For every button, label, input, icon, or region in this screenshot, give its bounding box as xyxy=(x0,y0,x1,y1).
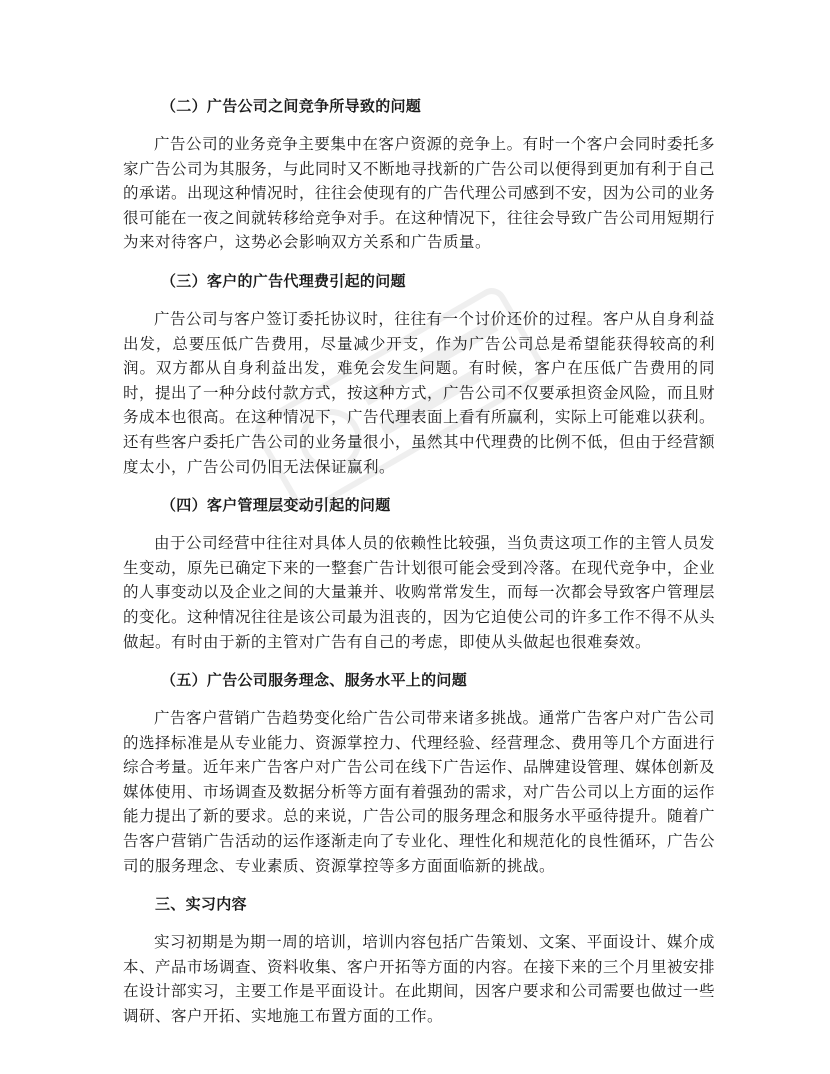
section-heading-5: （五）广告公司服务理念、服务水平上的问题 xyxy=(161,671,468,690)
section-heading-4: （四）客户管理层变动引起的问题 xyxy=(161,496,391,515)
section-paragraph-4: 由于公司经营中往往对具体人员的依赖性比较强，当负责这项工作的主管人员发生变动，原先已确定下来的一整套广告计划很可能会受到冷落。在现代竞争中，企业的人事变动以及企业之间的大量兼并、收购常常发生，而每一次都会导致客户管理层的变化。这种情况往往是该公司最为沮丧的，因为它迫使公司的许多工作不得不从头做起。有时由于新的主管对广告有自己的考虑，即使从头做起也很难奏效。 xyxy=(123,534,716,651)
section-paragraph-3: 广告公司与客户签订委托协议时，往往有一个讨价还价的过程。客户从自身利益出发，总要压低广告费用，尽量减少开支，作为广告公司总是希望能获得较高的利润。双方都从自身利益出发，难免会发生问题。有时候，客户在压低广告费用的同时，提出了一种分歧付款方式，按这种方式，广告公司不仅要承担资金风险，而且财务成本也很高。在这种情况下，广告代理表面上看有所赢利，实际上可能难以获利。还有些客户委托广告公司的业务量很小，虽然其中代理费的比例不低，但由于经营额度太小，广告公司仍旧无法保证赢利。 xyxy=(123,309,716,476)
section-heading-2: （二）广告公司之间竞争所导致的问题 xyxy=(161,97,422,115)
chapter-heading-internship-content: 三、实习内容 xyxy=(155,895,247,914)
internship-content-paragraph: 实习初期是为期一周的培训，培训内容包括广告策划、文案、平面设计、媒介成本、产品市场调查、资料收集、客户开拓等方面的内容。在接下来的三个月里被安排在设计部实习，主要工作是平面设计。在此期间，因客户要求和公司需要也做过一些调研、客户开拓、实地施工布置方面的工作。 xyxy=(123,933,716,1026)
document-body xyxy=(123,94,715,1043)
section-paragraph-2: 广告公司的业务竞争主要集中在客户资源的竞争上。有时一个客户会同时委托多家广告公司为其服务，与此同时又不断地寻找新的广告公司以便得到更加有利于自己的承诺。出现这种情况时，往往会使现有的广告代理公司感到不安，因为公司的业务很可能在一夜之间就转移给竞争对手。在这种情况下，往往会导致广告公司用短期行为来对待客户，这势必会影响双方关系和广告质量。 xyxy=(123,135,716,252)
section-heading-3: （三）客户的广告代理费引起的问题 xyxy=(161,271,406,290)
section-paragraph-5: 广告客户营销广告趋势变化给广告公司带来诸多挑战。通常广告客户对广告公司的选择标准是从专业能力、资源掌控力、代理经验、经营理念、费用等几个方面进行综合考量。近年来广告客户对广告公司在线下广告运作、品牌建设管理、媒体创新及媒体使用、市场调查及数据分析等方面有着强劲的需求，对广告公司以上方面的运作能力提出了新的要求。总的来说，广告公司的服务理念和服务水平亟待提升。随着广告客户营销广告活动的运作逐渐走向了专业化、理性化和规范化的良性循环，广告公司的服务理念、专业素质、资源掌控等多方面面临新的挑战。 xyxy=(123,709,716,875)
